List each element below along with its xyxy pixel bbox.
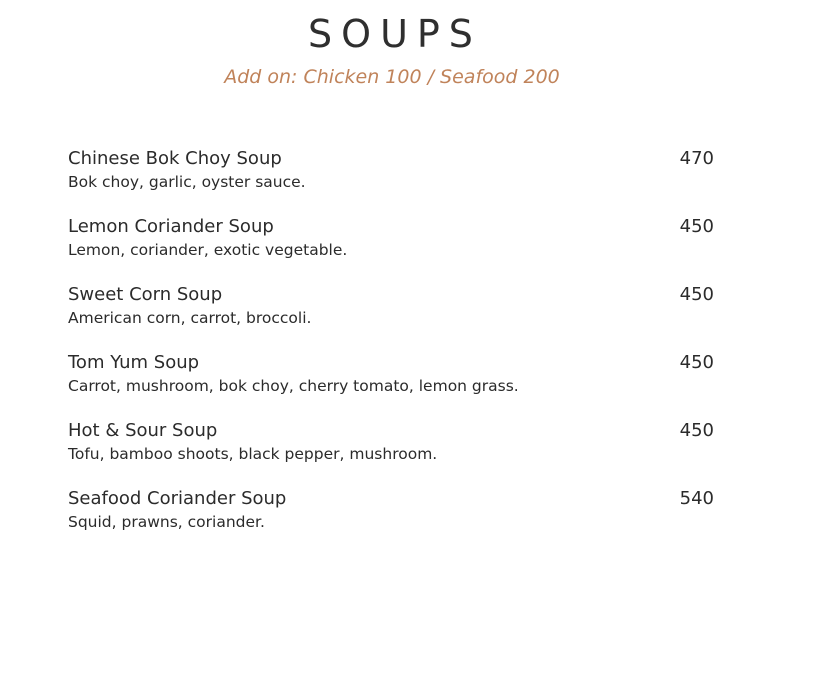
addon-note: Add on: Chicken 100 / Seafood 200 bbox=[224, 66, 560, 88]
item-name: Lemon Coriander Soup bbox=[68, 216, 274, 237]
item-price: 470 bbox=[679, 148, 714, 169]
item-name: Hot & Sour Soup bbox=[68, 420, 218, 441]
menu-list bbox=[68, 147, 714, 555]
menu-item bbox=[68, 215, 714, 283]
item-price: 450 bbox=[679, 216, 714, 237]
item-description: Lemon, coriander, exotic vegetable. bbox=[68, 241, 348, 259]
menu-item bbox=[68, 351, 714, 419]
item-name: Tom Yum Soup bbox=[68, 352, 200, 373]
page-title: SOUPS bbox=[308, 12, 482, 56]
menu-item bbox=[68, 419, 714, 487]
item-description: Tofu, bamboo shoots, black pepper, mushroom. bbox=[68, 445, 438, 463]
item-description: Bok choy, garlic, oyster sauce. bbox=[68, 173, 306, 191]
item-price: 450 bbox=[679, 420, 714, 441]
item-description: Carrot, mushroom, bok choy, cherry tomato, lemon grass. bbox=[68, 377, 519, 395]
menu-item bbox=[68, 487, 714, 555]
item-description: American corn, carrot, broccoli. bbox=[68, 309, 312, 327]
item-name: Sweet Corn Soup bbox=[68, 284, 223, 305]
item-price: 450 bbox=[679, 284, 714, 305]
item-price: 540 bbox=[679, 488, 714, 509]
menu-item bbox=[68, 283, 714, 351]
item-name: Seafood Coriander Soup bbox=[68, 488, 287, 509]
menu-item bbox=[68, 147, 714, 215]
item-description: Squid, prawns, coriander. bbox=[68, 513, 265, 531]
item-name: Chinese Bok Choy Soup bbox=[68, 148, 282, 169]
item-price: 450 bbox=[679, 352, 714, 373]
